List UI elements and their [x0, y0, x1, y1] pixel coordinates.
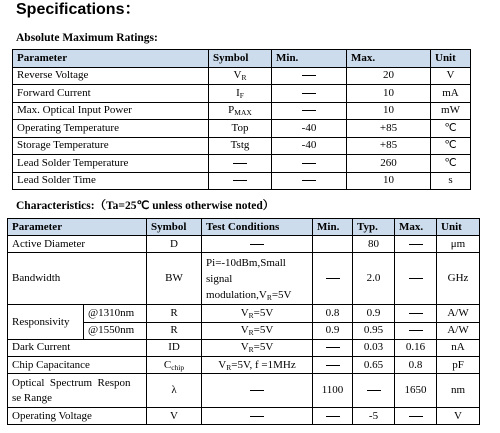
typ-cell: 80: [353, 236, 395, 253]
table-row-chip-capacitance: [8, 356, 480, 373]
table-row-responsivity-1310: [8, 305, 480, 322]
unit-cell: ℃: [431, 155, 471, 173]
max-cell: 10: [347, 85, 431, 103]
symbol-cell: [147, 356, 202, 373]
min-cell: 0.9: [313, 322, 353, 339]
max-cell: 1650: [395, 374, 437, 408]
cond-cell: [202, 356, 313, 373]
cond-text: V: [240, 341, 249, 354]
table-row: [13, 120, 471, 138]
table-row: [13, 67, 471, 85]
cond-text: Pi=-10dBm,Small signal modulation,V: [206, 256, 286, 301]
min-cell: [313, 408, 353, 425]
unit-cell: V: [431, 67, 471, 85]
symbol-subscript: chip: [171, 362, 185, 372]
max-cell: +85: [347, 137, 431, 155]
unit-cell: s: [431, 172, 471, 190]
cond-cell: [202, 236, 313, 253]
symbol-cell: [209, 172, 272, 190]
max-cell: +85: [347, 120, 431, 138]
max-cell: 10: [347, 102, 431, 120]
dash-mark: [233, 180, 247, 181]
param-cell: Responsivity: [8, 305, 84, 339]
max-cell: [395, 236, 437, 253]
param-line-1: Optical Spectrum Respon: [12, 376, 131, 389]
max-cell: [395, 322, 437, 339]
unit-cell: mA: [431, 85, 471, 103]
header-parameter: Parameter: [13, 50, 209, 68]
dash-mark: [367, 390, 381, 391]
param-cell: Operating Temperature: [13, 120, 209, 138]
symbol-cell: [209, 137, 272, 155]
symbol-cell: [209, 67, 272, 85]
table-row: [13, 137, 471, 155]
header-max: Max.: [395, 219, 437, 236]
table-row-active-diameter: [8, 236, 480, 253]
dash-mark: [326, 278, 340, 279]
dash-mark: [409, 313, 423, 314]
dash-mark: [409, 416, 423, 417]
table-row: [13, 155, 471, 173]
table-row-dark-current: [8, 339, 480, 356]
max-cell: [395, 408, 437, 425]
unit-cell: pF: [437, 356, 480, 373]
cond-subscript: R: [248, 328, 254, 338]
param-cell: Lead Solder Temperature: [13, 155, 209, 173]
dash-mark: [326, 347, 340, 348]
min-cell: [272, 172, 347, 190]
cond-cell: [202, 374, 313, 408]
symbol-text: Tstg: [230, 139, 250, 152]
characteristics-heading: Characteristics:（Ta=25℃ unless otherwise noted）: [16, 200, 275, 212]
symbol-cell: [209, 155, 272, 173]
cond-text: V: [240, 324, 249, 337]
unit-cell: ℃: [431, 120, 471, 138]
table-row: [13, 85, 471, 103]
min-cell: -40: [272, 137, 347, 155]
page-title: Specifications：: [16, 1, 141, 18]
symbol-cell: R: [147, 322, 202, 339]
dash-mark: [250, 244, 264, 245]
min-cell: [272, 155, 347, 173]
characteristics-table: [7, 218, 480, 425]
dash-mark: [409, 330, 423, 331]
symbol-cell: ID: [147, 339, 202, 356]
max-cell: 0.8: [395, 356, 437, 373]
cond-subscript: R: [248, 345, 254, 355]
min-cell: [272, 67, 347, 85]
max-cell: [395, 305, 437, 322]
unit-cell: GHz: [437, 253, 480, 305]
param-cell: Bandwidth: [8, 253, 147, 305]
symbol-text: P: [228, 104, 235, 117]
wavelength-cell: @1550nm: [84, 322, 147, 339]
cond-cell: [202, 408, 313, 425]
table-row: [13, 102, 471, 120]
symbol-subscript: F: [239, 90, 244, 100]
dash-mark: [409, 244, 423, 245]
table-header-row: [13, 50, 471, 68]
symbol-text: I: [236, 86, 240, 99]
symbol-cell: V: [147, 408, 202, 425]
header-unit: Unit: [431, 50, 471, 68]
dash-mark: [326, 416, 340, 417]
max-cell: [395, 253, 437, 305]
symbol-cell: λ: [147, 374, 202, 408]
dash-mark: [302, 163, 316, 164]
header-symbol: Symbol: [147, 219, 202, 236]
symbol-subscript: R: [241, 73, 247, 83]
typ-cell: 0.95: [353, 322, 395, 339]
min-cell: [313, 253, 353, 305]
cond-text: V: [218, 358, 227, 371]
cond-subscript: R: [226, 362, 232, 372]
symbol-text: V: [233, 69, 242, 82]
cond-subscript: R: [248, 310, 254, 320]
symbol-subscript: MAX: [234, 108, 252, 118]
absolute-ratings-heading: Absolute Maximum Ratings:: [16, 32, 158, 44]
cond-cell: [202, 253, 313, 305]
typ-cell: 0.65: [353, 356, 395, 373]
symbol-text: C: [163, 358, 172, 371]
param-cell: Chip Capacitance: [8, 356, 147, 373]
cond-text-post: =5V: [271, 288, 292, 301]
min-cell: 0.8: [313, 305, 353, 322]
dash-mark: [302, 180, 316, 181]
dash-mark: [250, 416, 264, 417]
typ-cell: [353, 374, 395, 408]
table-row-spectrum-range: [8, 374, 480, 408]
max-cell: 10: [347, 172, 431, 190]
min-cell: [272, 85, 347, 103]
header-max: Max.: [347, 50, 431, 68]
dash-mark: [302, 93, 316, 94]
table-row-operating-voltage: [8, 408, 480, 425]
symbol-cell: D: [147, 236, 202, 253]
dash-mark: [233, 163, 247, 164]
param-cell: Storage Temperature: [13, 137, 209, 155]
table-row: [13, 172, 471, 190]
cond-text-post: =5V, f =1MHz: [231, 358, 296, 371]
header-parameter: Parameter: [8, 219, 147, 236]
param-cell: Active Diameter: [8, 236, 147, 253]
unit-cell: μm: [437, 236, 480, 253]
param-line-2: se Range: [12, 391, 53, 404]
param-cell: Dark Current: [8, 339, 147, 356]
symbol-cell: [209, 120, 272, 138]
dash-mark: [409, 278, 423, 279]
max-cell: 0.16: [395, 339, 437, 356]
header-symbol: Symbol: [209, 50, 272, 68]
header-unit: Unit: [437, 219, 480, 236]
min-cell: -40: [272, 120, 347, 138]
absolute-ratings-table: [12, 49, 471, 190]
typ-cell: 2.0: [353, 253, 395, 305]
param-cell: Lead Solder Time: [13, 172, 209, 190]
cond-subscript: R: [266, 292, 272, 302]
param-cell: Reverse Voltage: [13, 67, 209, 85]
header-min: Min.: [313, 219, 353, 236]
min-cell: 1100: [313, 374, 353, 408]
max-cell: 260: [347, 155, 431, 173]
unit-cell: nA: [437, 339, 480, 356]
param-cell: Max. Optical Input Power: [13, 102, 209, 120]
typ-cell: 0.9: [353, 305, 395, 322]
cond-cell: [202, 339, 313, 356]
wavelength-cell: @1310nm: [84, 305, 147, 322]
dash-mark: [326, 365, 340, 366]
typ-cell: -5: [353, 408, 395, 425]
unit-cell: A/W: [437, 305, 480, 322]
dash-mark: [302, 110, 316, 111]
max-cell: 20: [347, 67, 431, 85]
symbol-cell: BW: [147, 253, 202, 305]
unit-cell: ℃: [431, 137, 471, 155]
cond-text-post: =5V: [253, 324, 274, 337]
symbol-text: Top: [231, 121, 249, 134]
param-cell: Operating Voltage: [8, 408, 147, 425]
dash-mark: [250, 390, 264, 391]
unit-cell: A/W: [437, 322, 480, 339]
typ-cell: 0.03: [353, 339, 395, 356]
dash-mark: [302, 75, 316, 76]
symbol-cell: R: [147, 305, 202, 322]
header-typ: Typ.: [353, 219, 395, 236]
table-row-bandwidth: [8, 253, 480, 305]
min-cell: [272, 102, 347, 120]
cond-cell: [202, 322, 313, 339]
min-cell: [313, 356, 353, 373]
cond-text: V: [240, 306, 249, 319]
param-cell: [8, 374, 147, 408]
table-header-row: [8, 219, 480, 236]
header-test-conditions: Test Conditions: [202, 219, 313, 236]
min-cell: [313, 236, 353, 253]
min-cell: [313, 339, 353, 356]
param-cell: Forward Current: [13, 85, 209, 103]
symbol-cell: [209, 85, 272, 103]
cond-cell: [202, 305, 313, 322]
unit-cell: nm: [437, 374, 480, 408]
unit-cell: V: [437, 408, 480, 425]
header-min: Min.: [272, 50, 347, 68]
cond-text-post: =5V: [253, 306, 274, 319]
unit-cell: mW: [431, 102, 471, 120]
symbol-cell: [209, 102, 272, 120]
cond-text-post: =5V: [253, 341, 274, 354]
